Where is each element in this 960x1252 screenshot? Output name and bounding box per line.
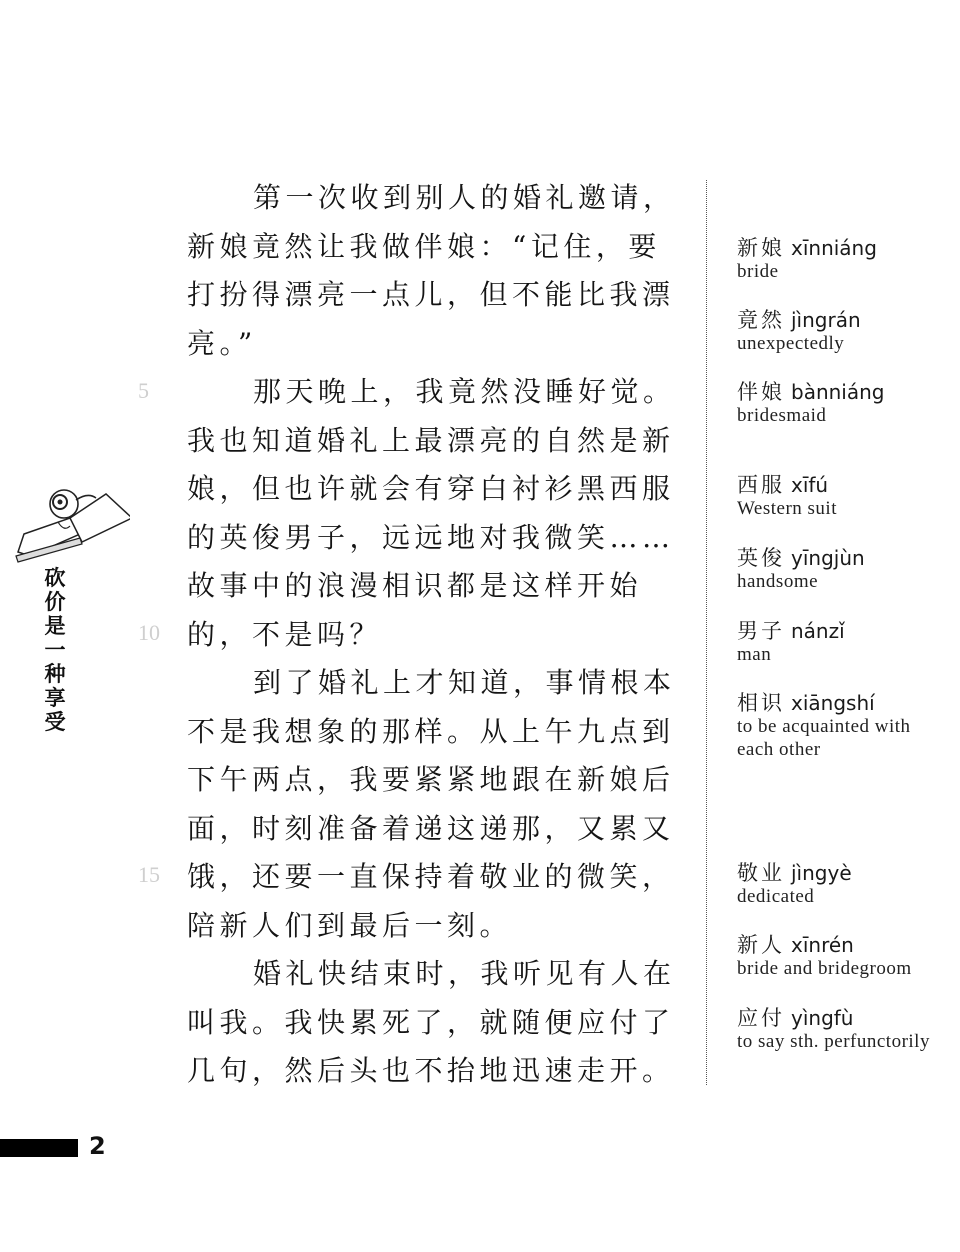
text-line: 故事中的浪漫相识都是这样开始: [187, 569, 643, 602]
glossary-pinyin: jìngrán: [791, 308, 861, 332]
glossary-headword: [737, 1006, 960, 1030]
glossary-hanzi: 西服: [737, 473, 785, 497]
line-number: 15: [138, 862, 160, 887]
chapter-title-char: 砍: [44, 566, 66, 590]
reading-character-illustration: [10, 474, 130, 564]
glossary-hanzi: 竟然: [737, 308, 785, 332]
text-line: 第一次收到别人的婚礼邀请，: [253, 181, 676, 214]
glossary-headword: [737, 546, 960, 570]
glossary-definition: dedicated: [737, 886, 815, 907]
text-line: 亮。”: [187, 326, 257, 360]
glossary-entry: [737, 473, 960, 520]
glossary-headword: [737, 380, 960, 404]
glossary-definition: bride: [737, 261, 779, 282]
glossary-headword: [737, 619, 960, 643]
glossary-hanzi: 相识: [737, 691, 785, 715]
glossary-headword: [737, 473, 960, 497]
glossary-pinyin: bànniáng: [791, 380, 885, 404]
text-line: 婚礼快结束时，我听见有人在: [253, 957, 676, 990]
glossary-headword: [737, 236, 960, 260]
glossary-definition: each other: [737, 739, 821, 760]
glossary-definition: to say sth. perfunctorily: [737, 1031, 930, 1052]
glossary-hanzi: 敬业: [737, 861, 785, 885]
chapter-title-char: 是: [44, 614, 66, 638]
chapter-title-text: [40, 566, 70, 734]
glossary-definition: to be acquainted with: [737, 716, 911, 737]
footer-black-bar: [0, 1139, 78, 1157]
chapter-title-char: 一: [44, 638, 66, 662]
text-line: 叫我。我快累死了，就随便应付了: [187, 1005, 675, 1039]
glossary-definition: Western suit: [737, 498, 837, 519]
glossary-hanzi: 男子: [737, 619, 785, 643]
story-text: [187, 174, 687, 1096]
glossary-hanzi: 应付: [737, 1006, 785, 1030]
text-line: 面，时刻准备着递这递那，又累又: [187, 811, 675, 845]
glossary-definition: unexpectedly: [737, 333, 845, 354]
text-line: 到了婚礼上才知道，事情根本: [253, 666, 676, 699]
glossary-entry: [737, 619, 960, 666]
glossary-entry: [737, 236, 960, 283]
text-line: 打扮得漂亮一点儿，但不能比我漂: [187, 278, 675, 311]
glossary-headword: [737, 933, 960, 957]
glossary-entry: [737, 1006, 960, 1053]
glossary-pinyin: xīfú: [791, 473, 829, 497]
glossary-definition: bride and bridegroom: [737, 958, 912, 979]
glossary-entry: [737, 380, 960, 427]
text-line: 娘，但也许就会有穿白衬衫黑西服: [187, 472, 675, 505]
glossary-definition: man: [737, 644, 772, 665]
glossary-entry: [737, 308, 960, 355]
text-line: 新娘竟然让我做伴娘：“记住，要: [187, 229, 661, 263]
text-line: 的，不是吗？: [187, 617, 383, 651]
glossary-entry: [737, 861, 960, 908]
line-number: 10: [138, 620, 160, 645]
dotted-column-divider: [706, 180, 707, 1085]
glossary-pinyin: jìngyè: [791, 861, 852, 885]
glossary-headword: [737, 691, 960, 715]
glossary-headword: [737, 861, 960, 885]
glossary-hanzi: 英俊: [737, 546, 785, 570]
glossary-definition: handsome: [737, 571, 819, 592]
text-line: 我也知道婚礼上最漂亮的自然是新: [187, 423, 675, 457]
text-line: 的英俊男子，远远地对我微笑……: [187, 520, 675, 554]
glossary-hanzi: 新娘: [737, 236, 785, 260]
text-line: 几句，然后头也不抬地迅速走开。: [187, 1054, 675, 1087]
text-line: 不是我想象的那样。从上午九点到: [187, 714, 675, 748]
text-line: 那天晚上，我竟然没睡好觉。: [253, 375, 676, 408]
chapter-title-char: 价: [44, 590, 66, 614]
glossary-pinyin: xīnrén: [791, 933, 854, 957]
glossary-entry: [737, 546, 960, 593]
glossary-pinyin: xīnniáng: [791, 236, 877, 260]
book-reader-icon: [10, 474, 130, 564]
glossary-entry: [737, 933, 960, 980]
glossary-headword: [737, 308, 960, 332]
chapter-title-char: 受: [44, 710, 66, 734]
text-line: 饿，还要一直保持着敬业的微笑，: [187, 860, 675, 893]
line-number: 5: [138, 378, 149, 403]
glossary-entry: [737, 691, 960, 761]
chapter-title-vertical: [40, 566, 70, 734]
glossary-pinyin: yìngfù: [791, 1006, 854, 1030]
glossary-pinyin: xiāngshí: [791, 691, 875, 715]
chapter-title-char: 种: [44, 662, 66, 686]
glossary-hanzi: 新人: [737, 933, 785, 957]
glossary-hanzi: 伴娘: [737, 380, 785, 404]
glossary-pinyin: yīngjùn: [791, 546, 865, 570]
glossary-definition: bridesmaid: [737, 405, 827, 426]
page-number: 2: [89, 1132, 106, 1160]
glossary-pinyin: nánzǐ: [791, 619, 845, 643]
chapter-title-char: 享: [44, 686, 66, 710]
text-line: 陪新人们到最后一刻。: [187, 908, 513, 942]
text-line: 下午两点，我要紧紧地跟在新娘后: [187, 763, 675, 796]
